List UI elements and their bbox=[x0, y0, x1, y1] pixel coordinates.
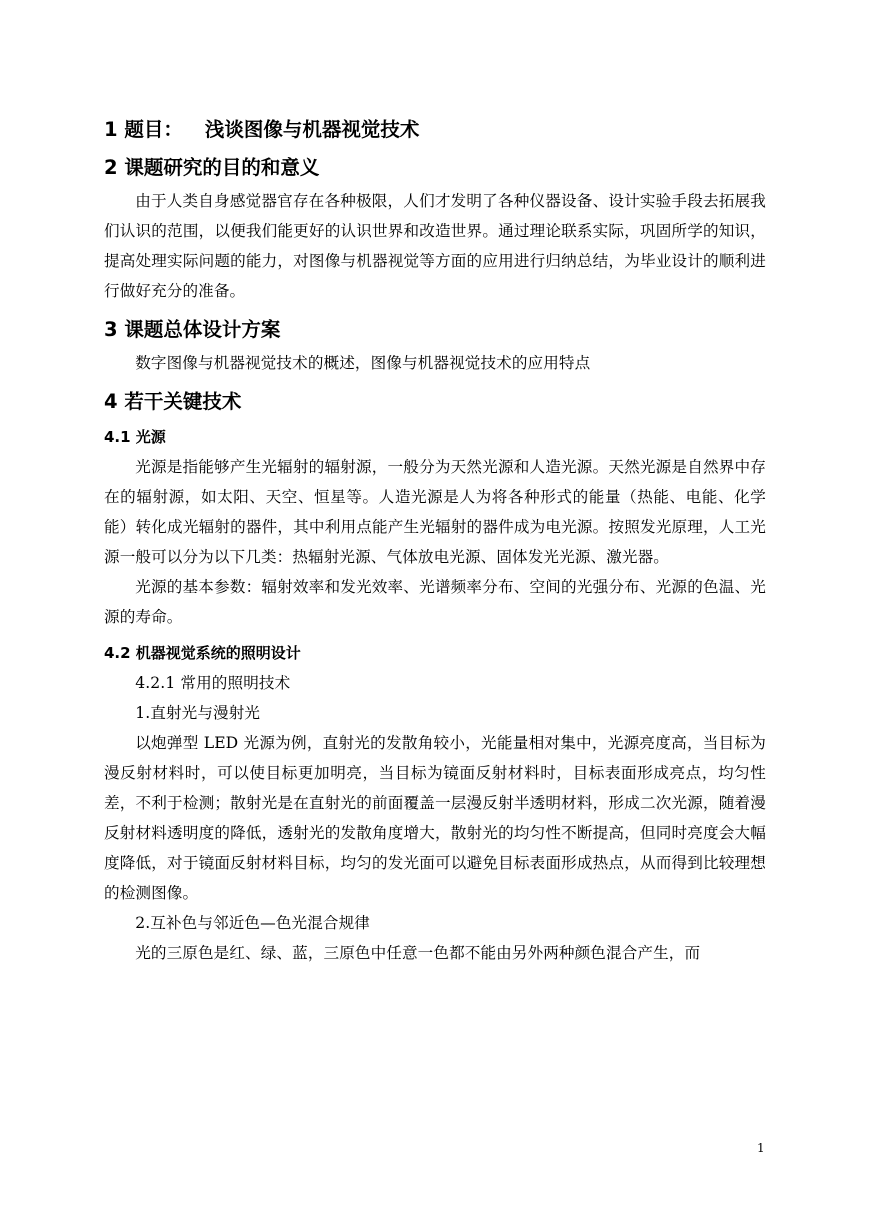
section-4-2-1-heading: 4.2.1 常用的照明技术 bbox=[135, 674, 291, 692]
section-4-heading: 4 若干关键技术 bbox=[104, 390, 242, 413]
document-title: 浅谈图像与机器视觉技术 bbox=[204, 118, 420, 141]
section-2-paragraph: 由于人类自身感觉器官存在各种极限，人们才发明了各种仪器设备、设计实验手段去拓展我们认识的范围，以便我们能更好的认识世界和改造世界。通过理论联系实际，巩固所学的知识，提高处理实际问题的能力，对图像与机器视觉等方面的应用进行归纳总结，为毕业设计的顺利进行做好充分的准备。 bbox=[104, 192, 766, 300]
page-number: 1 bbox=[757, 1141, 765, 1155]
section-3-heading: 3 课题总体设计方案 bbox=[104, 318, 281, 341]
page-content bbox=[104, 116, 766, 968]
section-4-1-paragraph-2: 光源的基本参数：辐射效率和发光效率、光谱频率分布、空间的光强分布、光源的色温、光源的寿命。 bbox=[104, 578, 766, 626]
section-3-paragraph: 数字图像与机器视觉技术的概述，图像与机器视觉技术的应用特点 bbox=[135, 354, 591, 372]
section-4-2-paragraph-1: 以炮弹型 LED 光源为例，直射光的发散角较小，光能量相对集中，光源亮度高，当目标为漫反射材料时，可以使目标更加明亮，当目标为镜面反射材料时，目标表面形成亮点，均匀性差，不利于检测；散射光是在直射光的前面覆盖一层漫反射半透明材料，形成二次光源，随着漫反射材料透明度的降低，透射光的发散角度增大，散射光的均匀性不断提高，但同时亮度会大幅度降低，对于镜面反射材料目标，均匀的发光面可以避免目标表面形成热点，从而得到比较理想的检测图像。 bbox=[104, 734, 766, 902]
section-4-1-paragraph-1: 光源是指能够产生光辐射的辐射源，一般分为天然光源和人造光源。天然光源是自然界中存在的辐射源，如太阳、天空、恒星等。人造光源是人为将各种形式的能量（热能、电能、化学能）转化成光辐射的器件，其中利用点能产生光辐射的器件成为电光源。按照发光原理，人工光源一般可以分为以下几类：热辐射光源、气体放电光源、固体发光光源、激光器。 bbox=[104, 458, 766, 566]
section-4-1-heading: 4.1 光源 bbox=[104, 428, 166, 446]
list-item-1: 1.直射光与漫射光 bbox=[135, 704, 261, 722]
section-1-label: 1 题目： bbox=[104, 118, 183, 141]
section-4-2-paragraph-2: 光的三原色是红、绿、蓝，三原色中任意一色都不能由另外两种颜色混合产生，而 bbox=[135, 944, 701, 962]
section-4-2-heading: 4.2 机器视觉系统的照明设计 bbox=[104, 644, 301, 662]
section-1-heading bbox=[104, 116, 766, 144]
list-item-2: 2.互补色与邻近色—色光混合规律 bbox=[135, 914, 370, 932]
section-2-heading: 2 课题研究的目的和意义 bbox=[104, 156, 320, 179]
